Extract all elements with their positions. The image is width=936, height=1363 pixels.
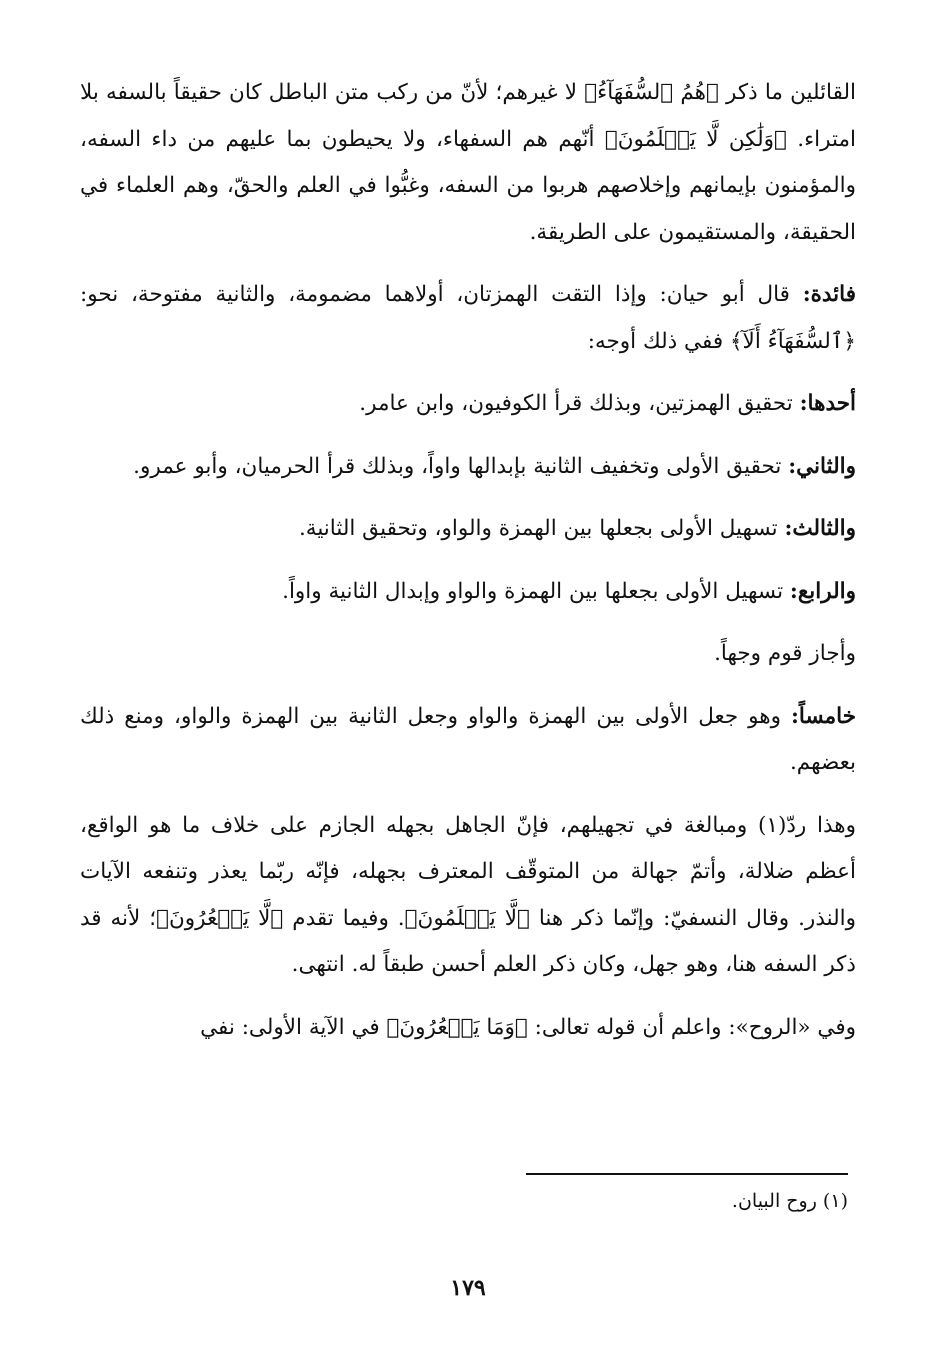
paragraph-9 <box>80 803 856 989</box>
paragraph-3 <box>80 381 856 428</box>
paragraph-lead: فائدة: <box>802 282 856 307</box>
paragraph-lead: والرابع: <box>789 578 856 604</box>
paragraph-7 <box>80 631 856 678</box>
paragraph-4 <box>80 444 856 491</box>
footnote: (١) روح البيان. <box>731 1190 848 1212</box>
paragraph-5 <box>80 506 856 553</box>
paragraph-2 <box>80 272 856 365</box>
paragraph-6 <box>80 569 856 616</box>
paragraph-8 <box>80 694 856 787</box>
paragraph-text: القائلين ما ذكر ﴿هُمُ ٱلسُّفَهَآءُ﴾ لا غيرهم؛ لأنّ من ركب متن الباطل كان حقيقاً بالسفه بلا امتراء. ﴿وَلَٰكِن لَّا يَعۡلَمُونَ﴾ أنّهم هم السفهاء، ولا يحيطون بما عليهم من داء السفه، والمؤمنون بإيمانهم وإخلاصهم هربوا من السفه، وغبُّوا في العلم والحقّ، وهم العلماء في الحقيقة، والمستقيمون على الطريقة. <box>80 80 856 245</box>
paragraph-text: تسهيل الأولى بجعلها بين الهمزة والواو، وتحقيق الثانية. <box>298 516 785 541</box>
paragraph-text: وأجاز قوم وجهاً. <box>714 641 856 666</box>
paragraph-text: وفي «الروح»: واعلم أن قوله تعالى: ﴿وَمَا يَشۡعُرُونَ﴾ في الآية الأولى: نفي <box>200 1014 856 1040</box>
paragraph-10 <box>80 1005 856 1052</box>
paragraph-lead: والثاني: <box>788 453 856 479</box>
paragraph-1 <box>80 70 856 256</box>
page-number: ١٧٩ <box>450 1275 486 1301</box>
footnote-separator <box>526 1173 848 1175</box>
paragraph-text: تحقيق الأولى وتخفيف الثانية بإبدالها واواً، وبذلك قرأ الحرميان، وأبو عمرو. <box>133 453 789 479</box>
paragraph-text: وهذا ردّ(١) ومبالغة في تجهيلهم، فإنّ الجاهل بجهله الجازم على خلاف ما هو الواقع، أعظم ضلالة، وأتمّ جهالة من المتوقّف المعترف بجهله، فإنّه ربّما يعذر وتنفعه الآيات والنذر. وقال النسفيّ: وإنّما ذكر هنا ﴿لَّا يَعۡلَمُونَ﴾. وفيما تقدم ﴿لَّا يَشۡعُرُونَ﴾؛ لأنه قد ذكر السفه هنا، وهو جهل، وكان ذكر العلم أحسن طبقاً له. انتهى. <box>80 812 856 977</box>
paragraph-text: وهو جعل الأولى بين الهمزة والواو وجعل الثانية بين الهمزة والواو، ومنع ذلك بعضهم. <box>80 703 856 775</box>
paragraph-lead: أحدها: <box>799 391 856 416</box>
paragraph-lead: والثالث: <box>784 516 856 541</box>
paragraph-text: قال أبو حيان: وإذا التقت الهمزتان، أولاهما مضمومة، والثانية مفتوحة، نحو: ﴿ٱلسُّفَهَآءُ أَلَآ﴾ ففي ذلك أوجه: <box>80 282 856 354</box>
paragraph-lead: خامساً: <box>790 703 856 729</box>
paragraph-text: تحقيق الهمزتين، وبذلك قرأ الكوفيون، وابن عامر. <box>359 391 800 416</box>
paragraph-text: تسهيل الأولى بجعلها بين الهمزة والواو وإبدال الثانية واواً. <box>282 578 790 604</box>
